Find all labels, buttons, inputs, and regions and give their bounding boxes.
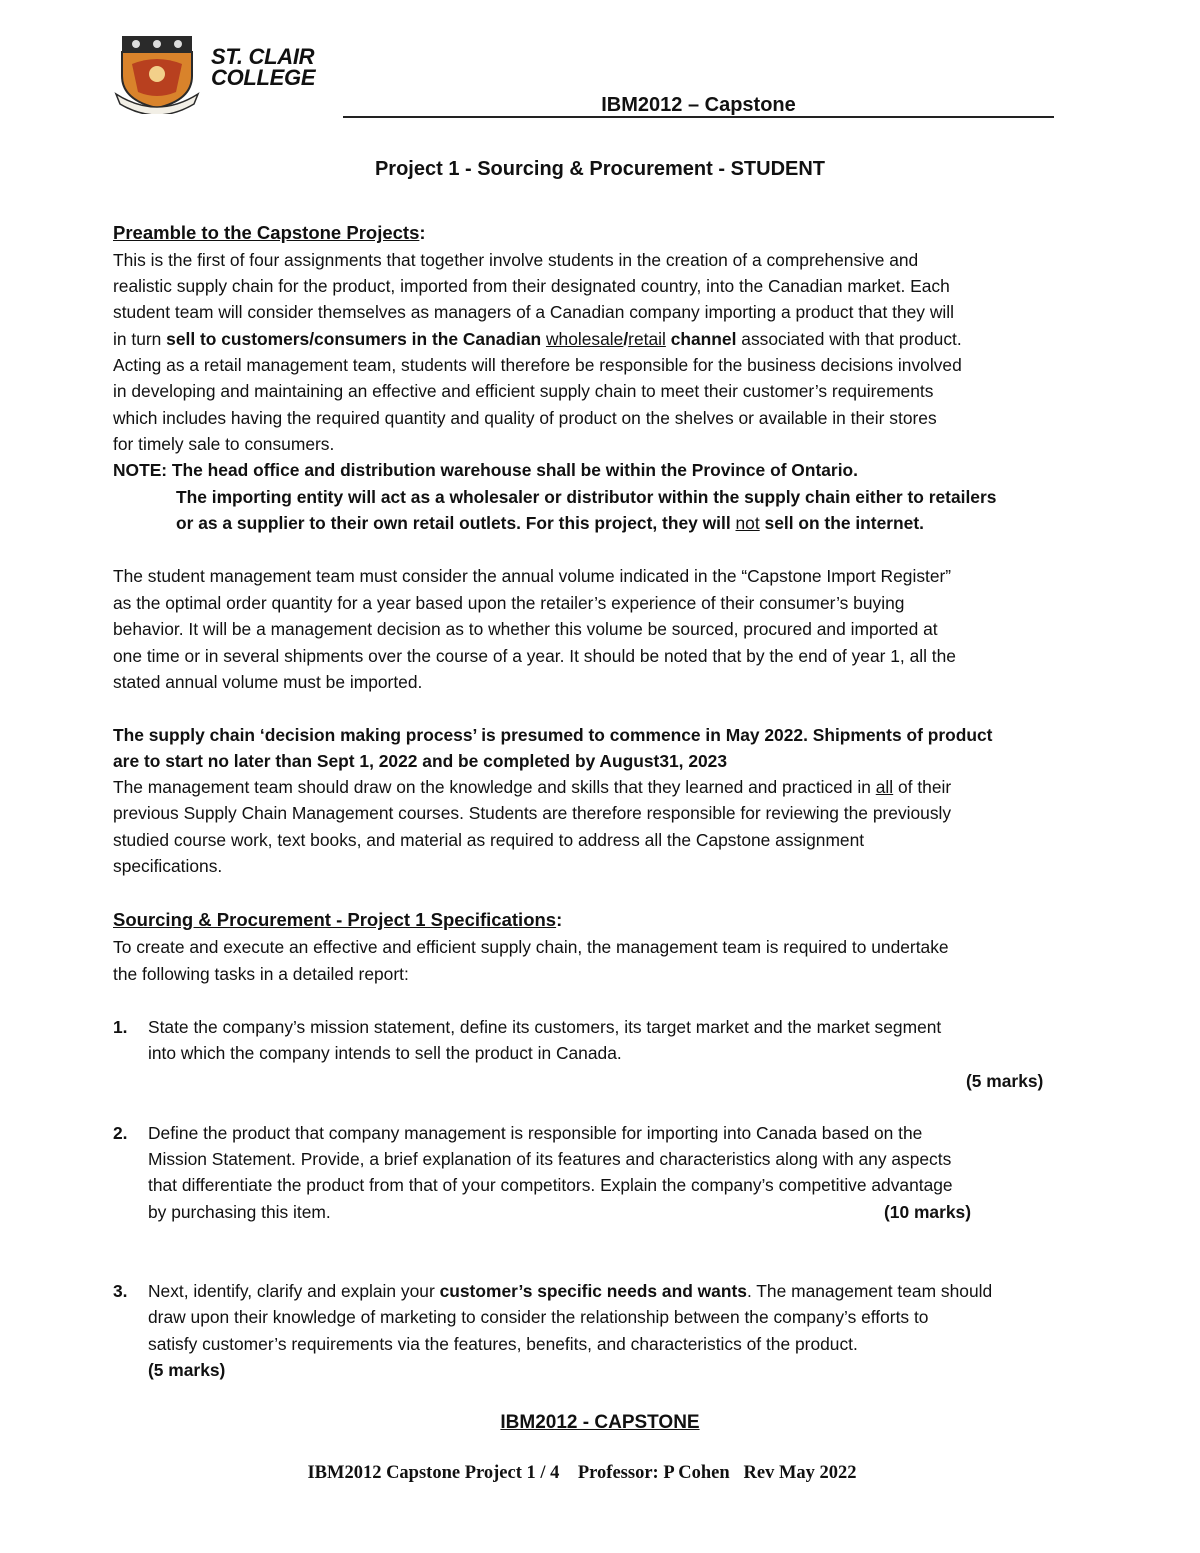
footer-title: IBM2012 - CAPSTONE <box>500 1412 700 1433</box>
paragraph-line: The management team should draw on the knowledge and skills that they learned and practiced in all of their <box>113 777 952 797</box>
paragraph-line: The student management team must consider the annual volume indicated in the “Capstone Import Register” <box>113 566 952 586</box>
specifications-intro: the following tasks in a detailed report: <box>113 964 409 984</box>
task-text: Next, identify, clarify and explain your customer’s specific needs and wants. The management team should <box>148 1281 993 1301</box>
preamble-line: in developing and maintaining an effective and efficient supply chain to meet their customer’s requirements <box>113 381 934 401</box>
task-text: Mission Statement. Provide, a brief explanation of its features and characteristics along with any aspects <box>148 1149 952 1169</box>
paragraph-line: stated annual volume must be imported. <box>113 672 423 692</box>
task-text: Define the product that company management is responsible for importing into Canada based on the <box>148 1123 923 1143</box>
preamble-line: for timely sale to consumers. <box>113 434 335 454</box>
logo-line-2: COLLEGE <box>211 65 316 90</box>
paragraph-line: studied course work, text books, and material as required to address all the Capstone assignment <box>113 830 865 850</box>
task-marks: (5 marks) <box>148 1360 226 1380</box>
task-text: draw upon their knowledge of marketing to consider the relationship between the company’s efforts to <box>148 1307 929 1327</box>
course-title: IBM2012 – Capstone <box>601 94 796 116</box>
preamble-line: in turn sell to customers/consumers in the Canadian wholesale/retail channel associated with that product. <box>113 329 962 349</box>
task-number: 3. <box>113 1281 128 1301</box>
preamble-heading: Preamble to the Capstone Projects: <box>113 222 426 243</box>
paragraph-line: one time or in several shipments over the course of a year. It should be noted that by the end of year 1, all the <box>113 646 956 666</box>
preamble-line: student team will consider themselves as managers of a Canadian company importing a product that they will <box>113 302 954 322</box>
college-crest-logo <box>112 34 202 114</box>
task-text: that differentiate the product from that of your competitors. Explain the company’s competitive advantage <box>148 1175 953 1195</box>
college-name-logo <box>211 46 315 88</box>
task-text: State the company’s mission statement, define its customers, its target market and the market segment <box>148 1017 942 1037</box>
paragraph-line: behavior. It will be a management decision as to whether this volume be sourced, procured and imported at <box>113 619 938 639</box>
footer-line: IBM2012 Capstone Project 1 / 4 Professor: P Cohen Rev May 2022 <box>307 1463 857 1483</box>
task-marks: (5 marks) <box>966 1071 1044 1091</box>
paragraph-line: as the optimal order quantity for a year based upon the retailer’s experience of their consumer’s buying <box>113 593 905 613</box>
specifications-intro: To create and execute an effective and efficient supply chain, the management team is required to undertake <box>113 937 949 957</box>
preamble-line: which includes having the required quantity and quality of product on the shelves or available in their stores <box>113 408 937 428</box>
schedule-line: The supply chain ‘decision making process’ is presumed to commence in May 2022. Shipments of product <box>113 725 993 745</box>
document-title: Project 1 - Sourcing & Procurement - STUDENT <box>374 158 826 180</box>
task-number: 1. <box>113 1017 128 1037</box>
note-line: NOTE: The head office and distribution warehouse shall be within the Province of Ontario. <box>113 460 858 480</box>
task-number: 2. <box>113 1123 128 1143</box>
preamble-line: realistic supply chain for the product, imported from their designated country, into the Canadian market. Each <box>113 276 950 296</box>
preamble-line: This is the first of four assignments that together involve students in the creation of a comprehensive and <box>113 250 919 270</box>
paragraph-line: specifications. <box>113 856 223 876</box>
note-line: The importing entity will act as a wholesaler or distributor within the supply chain either to retailers <box>176 487 997 507</box>
specifications-heading: Sourcing & Procurement - Project 1 Specifications: <box>113 909 563 930</box>
note-line: or as a supplier to their own retail outlets. For this project, they will not sell on the internet. <box>176 513 924 533</box>
course-title-underline <box>343 116 1054 118</box>
task-marks: (10 marks) <box>884 1202 972 1222</box>
paragraph-line: previous Supply Chain Management courses. Students are therefore responsible for reviewing the previously <box>113 803 952 823</box>
preamble-line: Acting as a retail management team, students will therefore be responsible for the business decisions involved <box>113 355 962 375</box>
schedule-line: are to start no later than Sept 1, 2022 and be completed by August31, 2023 <box>113 751 728 771</box>
logo-line-1: ST. CLAIR <box>211 44 315 69</box>
task-text: into which the company intends to sell the product in Canada. <box>148 1043 622 1063</box>
task-text: satisfy customer’s requirements via the features, benefits, and characteristics of the product. <box>148 1334 858 1354</box>
task-text: by purchasing this item. <box>148 1202 331 1222</box>
